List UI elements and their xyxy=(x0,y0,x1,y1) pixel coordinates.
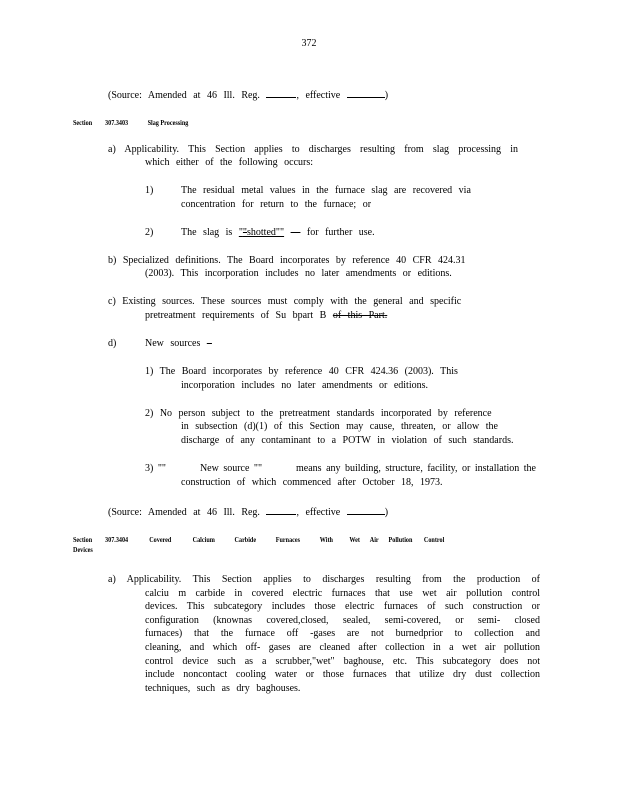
section-title-word: Carbide xyxy=(234,535,257,544)
paragraph-b-line2: (2003). This incorporation includes no later amendments or editions. xyxy=(145,268,452,279)
item-number: 2) xyxy=(145,227,154,238)
source-note: (Source: Amended at 46 Ill. Reg. , effective ) xyxy=(108,507,389,518)
item-d2-line2: in subsection (d)(1) of this Section may cause, threaten, or allow the xyxy=(181,421,498,432)
item-d3-line2: construction of which commenced after October 18, 1973. xyxy=(181,477,443,488)
paragraph-line: configuration (knownas covered,closed, sealed, semi-covered, or semi- closed xyxy=(145,614,540,626)
section-title-word: Pollution xyxy=(388,535,413,544)
paragraph-line: cleaning, and which off- gases are cleaned after collection in a wet air pollution xyxy=(145,642,540,653)
item-a1-line1: The residual metal values in the furnace slag are recovered via xyxy=(181,185,471,196)
section-title-word: Covered xyxy=(149,535,172,544)
item-number: 1) xyxy=(145,185,154,196)
blank-register-number xyxy=(266,88,296,98)
section-title-word: Wet xyxy=(349,535,360,544)
paragraph-line: include noncontact cooling water or those furnaces that utilize dry dust collection xyxy=(145,669,540,681)
section-title xyxy=(149,535,444,544)
deleted-text: of this Part xyxy=(332,310,385,321)
item-number: d) xyxy=(108,338,117,349)
section-title-word: Air xyxy=(369,535,379,544)
paragraph-line: control device such as a scrubber,"wet" baghouse, etc. This subcategory does not xyxy=(145,655,540,667)
item-a1-line2: concentration for return to the furnace; or xyxy=(181,199,372,210)
section-title-word: Control xyxy=(423,535,445,544)
item-d2-line1: 2) No person subject to the pretreatment standards incorporated by reference xyxy=(145,408,492,419)
section-heading-continuation: Devices xyxy=(73,545,93,554)
blank-effective-date xyxy=(347,505,385,515)
section-title-word: Furnaces xyxy=(275,535,301,544)
item-d1-line2: incorporation includes no later amendments or editions. xyxy=(181,380,428,391)
paragraph-a-line1: a) Applicability. This Section applies to discharges resulting from slag processing in xyxy=(108,144,518,155)
paragraph-d-heading: New sources – xyxy=(145,338,212,349)
paragraph-line: techniques, such as dry baghouses. xyxy=(145,682,301,694)
paragraph-line: furnaces) that the furnace off -gases are not burnedprior to collection and xyxy=(145,628,540,640)
section-heading: Section 307.3404 Covered Calcium Carbide Furnaces With Wet Air Pollution Control xyxy=(73,535,445,544)
page-number: 372 xyxy=(301,38,317,49)
source-note: (Source: Amended at 46 Ill. Reg. , effective ) xyxy=(108,90,389,101)
section-title-word: Calcium xyxy=(192,535,215,544)
blank-register-number xyxy=(266,505,296,515)
paragraph-c-line1: c) Existing sources. These sources must comply with the general and specific xyxy=(108,296,462,307)
paragraph-line: devices. This subcategory includes those electric furnaces of such construction or xyxy=(145,601,540,613)
paragraph-line: a) Applicability. This Section applies to discharges resulting from the production of xyxy=(108,574,540,585)
blank-effective-date xyxy=(347,88,385,98)
paragraph-line: calciu m carbide in covered electric furnaces that use wet air pollution control xyxy=(145,587,540,599)
section-heading: Section 307.3403 Slag Processing xyxy=(73,118,189,127)
paragraph-c-line2: pretreatment requirements of Su bpart B of this Part. xyxy=(145,310,388,321)
paragraph-a-line2: which either of the following occurs: xyxy=(145,157,314,168)
section-title: Slag Processing xyxy=(147,118,189,127)
section-title-word: With xyxy=(319,535,333,544)
item-a2-line: The slag is ""shotted"" - for further use. xyxy=(181,227,375,238)
item-d2-line3: discharge of any contaminant to a POTW in violation of such standards. xyxy=(181,435,514,446)
paragraph-b-line1: b) Specialized definitions. The Board incorporates by reference 40 CFR 424.31 xyxy=(108,255,466,266)
item-d3-line1: 3) "" New source "" means any building, structure, facility, or installation the xyxy=(145,463,536,474)
item-d1-line1: 1) The Board incorporates by reference 40 CFR 424.36 (2003). This xyxy=(145,366,458,377)
